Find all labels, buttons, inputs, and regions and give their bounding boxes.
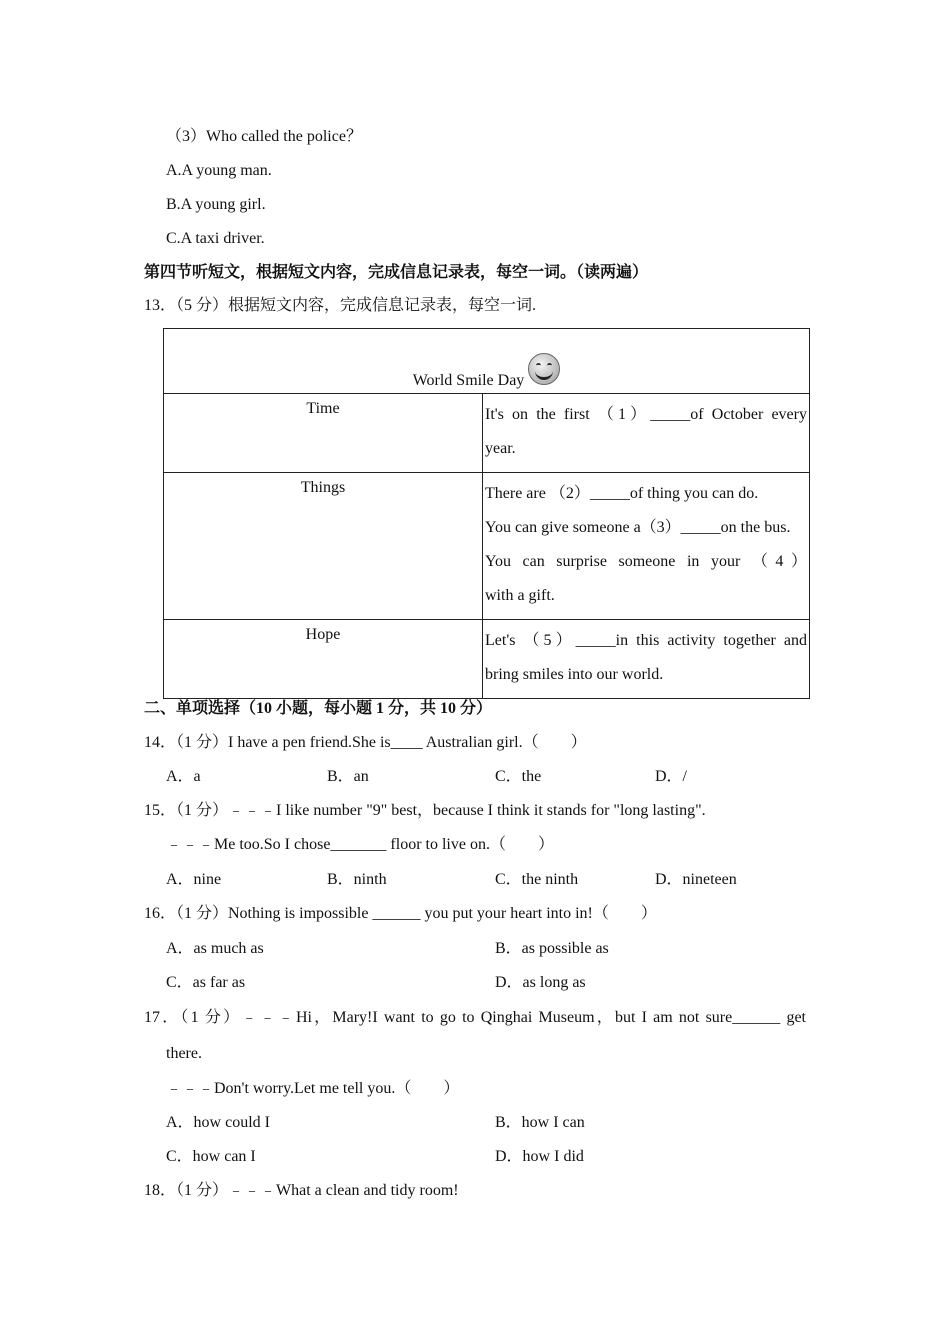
q12-3-option-c: C.A taxi driver. xyxy=(166,230,265,247)
question-17-stem-2: ﹣﹣﹣Don't worry.Let me tell you.（ ） xyxy=(166,1080,460,1097)
table-title-cell xyxy=(164,329,810,394)
q16-option-c: C．as far as xyxy=(166,974,246,991)
row-content-time: It's on the first （1）_____of October every year. xyxy=(483,394,810,473)
section-4-heading: 第四节听短文，根据短文内容，完成信息记录表，每空一词。（读两遍） xyxy=(144,264,649,281)
q15-option-a: A．nine xyxy=(166,871,222,888)
q14-option-d: D．/ xyxy=(655,768,688,785)
q17-option-d: D．how I did xyxy=(495,1148,584,1165)
q16-option-d: D．as long as xyxy=(495,974,586,991)
question-13-stem: 13．（5 分）根据短文内容，完成信息记录表，每空一词. xyxy=(144,297,537,314)
section-2-heading: 二、单项选择（10 小题，每小题 1 分，共 10 分） xyxy=(144,700,493,717)
q14-option-a: A．a xyxy=(166,768,201,785)
row-label-things: Things xyxy=(164,473,483,620)
question-18-stem: 18．（1 分）﹣﹣﹣What a clean and tidy room! xyxy=(144,1182,459,1199)
question-17-stem-cont: there. xyxy=(166,1045,202,1062)
row-content-things: There are （2）_____of thing you can do. You can give someone a（3）_____on the bus. You can surprise someone in your （4） with a gift. xyxy=(483,473,810,620)
q12-3-option-a: A.A young man. xyxy=(166,162,272,179)
row-label-time: Time xyxy=(164,394,483,473)
q14-option-c: C．the xyxy=(495,768,542,785)
q14-option-b: B．an xyxy=(327,768,369,785)
row-content-hope: Let's （5）_____in this activity together and bring smiles into our world. xyxy=(483,620,810,699)
q12-3-option-b: B.A young girl. xyxy=(166,196,266,213)
question-16-stem: 16．（1 分）Nothing is impossible ______ you put your heart into in!（ ） xyxy=(144,905,657,922)
q17-option-a: A．how could I xyxy=(166,1114,270,1131)
info-record-table xyxy=(163,328,810,699)
q17-option-b: B．how I can xyxy=(495,1114,585,1131)
smiley-face-icon xyxy=(528,353,560,385)
question-15-stem-2: ﹣﹣﹣Me too.So I chose_______ floor to live on.（ ） xyxy=(166,836,554,853)
q15-option-b: B．ninth xyxy=(327,871,387,888)
q15-option-d: D．nineteen xyxy=(655,871,737,888)
q16-option-a: A．as much as xyxy=(166,940,264,957)
q15-option-c: C．the ninth xyxy=(495,871,579,888)
question-14-stem: 14．（1 分）I have a pen friend.She is____ Australian girl.（ ） xyxy=(144,734,587,751)
row-label-hope: Hope xyxy=(164,620,483,699)
q17-option-c: C．how can I xyxy=(166,1148,256,1165)
question-15-stem: 15．（1 分）﹣﹣﹣I like number "9" best，because I think it stands for "long lasting". xyxy=(144,802,706,819)
q16-option-b: B．as possible as xyxy=(495,940,609,957)
table-title: World Smile Day xyxy=(412,372,525,389)
question-17-stem: 17．（1 分）﹣﹣﹣Hi，Mary!I want to go to Qinghai Museum，but I am not sure______ get xyxy=(144,1009,806,1026)
question-12-3: （3）Who called the police？ xyxy=(166,128,362,145)
